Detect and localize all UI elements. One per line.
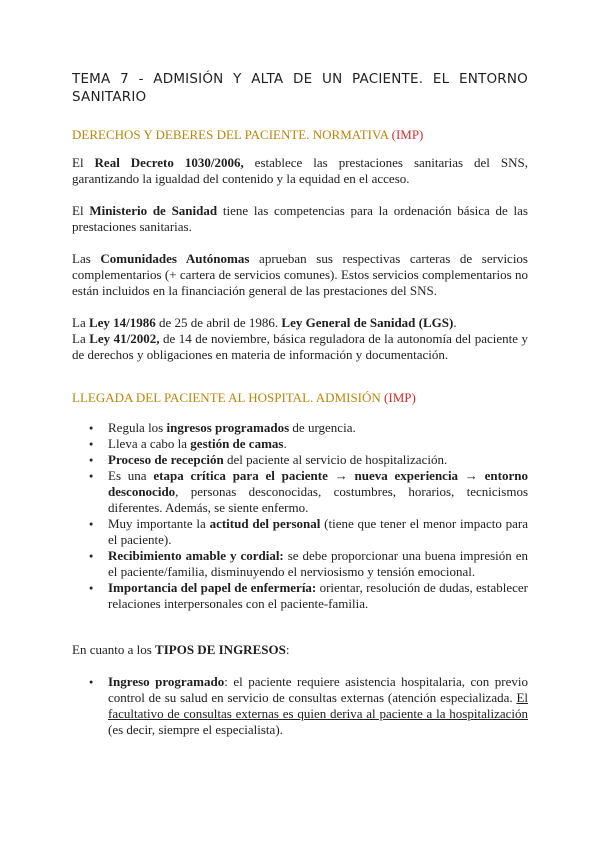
- paragraph-tipos-ingresos: En cuanto a los TIPOS DE INGRESOS:: [72, 642, 290, 657]
- list-item: ● Proceso de recepción del paciente al servicio de hospitalización.: [72, 452, 528, 468]
- list-item: ● Regula los ingresos programados de urgencia.: [72, 420, 528, 436]
- section-heading-text: LLEGADA DEL PACIENTE AL HOSPITAL. ADMISIÓN: [72, 390, 385, 405]
- paragraph-comunidades: Las Comunidades Autónomas aprueban sus respectivas carteras de servicios complementarios (+ cartera de servicios comunes). Estos servicios complementarios no están incluidos en la financiación general de las prestaciones del SNS.: [72, 251, 528, 298]
- paragraph-ley-41-2002: La Ley 41/2002, de 14 de noviembre, básica reguladora de la autonomía del paciente y de derechos y obligaciones en materia de información y documentación.: [72, 331, 528, 362]
- list-item: ● Ingreso programado: el paciente requiere asistencia hospitalaria, con previo control de su salud en servicio de consultas externas (atención especializada. El facultativo de consultas externas es quien deriva al paciente a la hospitalización (es decir, siempre el especialista).: [72, 674, 528, 738]
- list-item: ● Lleva a cabo la gestión de camas.: [72, 436, 528, 452]
- admision-bullet-list: [72, 420, 528, 612]
- section-heading-derechos: [72, 127, 528, 143]
- imp-tag: (IMP): [384, 390, 416, 405]
- document-title: TEMA 7 - ADMISIÓN Y ALTA DE UN PACIENTE. EL ENTORNO SANITARIO: [72, 71, 528, 105]
- paragraph-real-decreto: El Real Decreto 1030/2006, establece las prestaciones sanitarias del SNS, garantizando la igualdad del contenido y la equidad en el acceso.: [72, 155, 528, 186]
- list-item: ● Es una etapa crítica para el paciente → nueva experiencia → entorno desconocido, personas desconocidas, costumbres, horarios, tecnicismos diferentes. Además, se siente enfermo.: [72, 468, 528, 516]
- section-heading-admision: [72, 390, 528, 406]
- ingresos-bullet-list: [72, 674, 528, 738]
- imp-tag: (IMP): [391, 127, 424, 142]
- list-item: ● Muy importante la actitud del personal (tiene que tener el menor impacto para el paciente).: [72, 516, 528, 548]
- paragraph-ley-14-1986: La Ley 14/1986 de 25 de abril de 1986. Ley General de Sanidad (LGS).: [72, 315, 457, 330]
- document-page: [72, 70, 528, 738]
- list-item: ● Importancia del papel de enfermería: orientar, resolución de dudas, establecer relaciones interpersonales con el paciente-familia.: [72, 580, 528, 612]
- section-heading-text: DERECHOS Y DEBERES DEL PACIENTE. NORMATIVA: [72, 127, 392, 142]
- paragraph-ministerio: El Ministerio de Sanidad tiene las competencias para la ordenación básica de las prestaciones sanitarias.: [72, 203, 528, 234]
- list-item: ● Recibimiento amable y cordial: se debe proporcionar una buena impresión en el paciente/familia, disminuyendo el nerviosismo y tensión emocional.: [72, 548, 528, 580]
